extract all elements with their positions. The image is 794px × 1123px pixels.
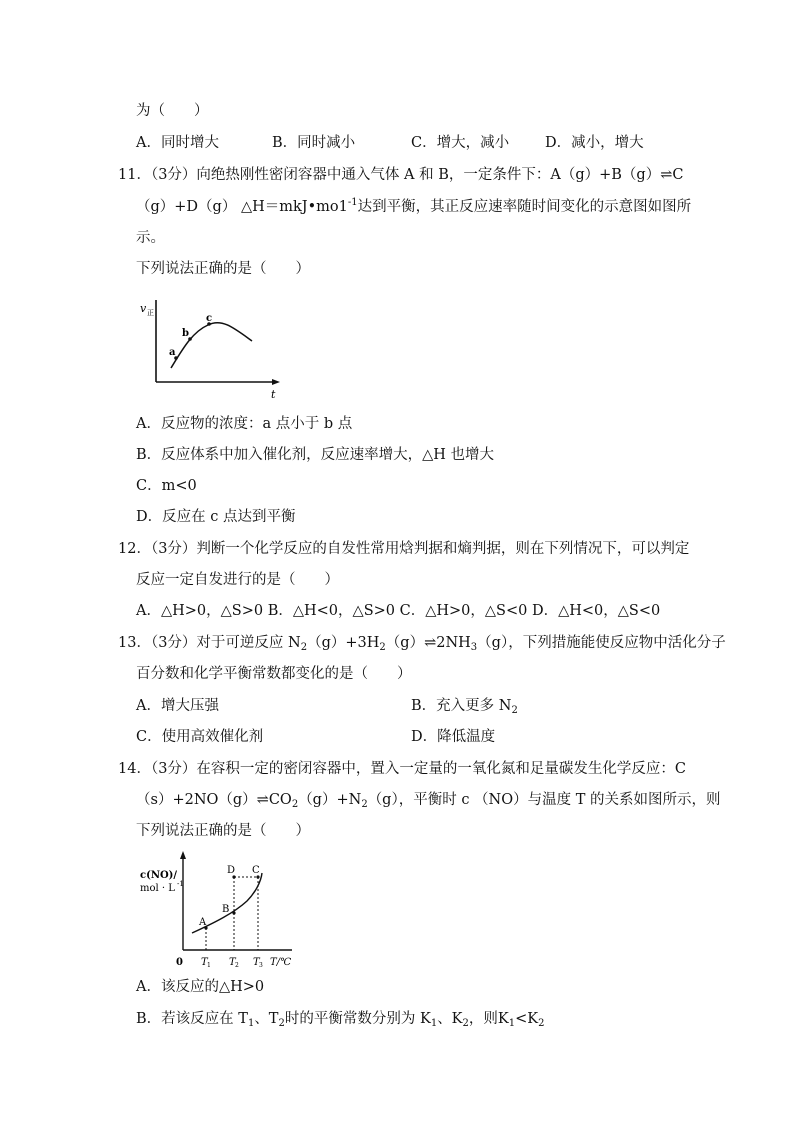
q10-option-b: B．同时减小: [272, 135, 356, 151]
q10-option-a: A．同时增大: [136, 135, 219, 151]
q14-stem-line2: [136, 791, 721, 809]
q14-figure: [134, 845, 309, 970]
q11-option-c: C．m<0: [136, 478, 197, 494]
q14-tick-t2-sub: 2: [235, 962, 239, 969]
q14-sub-co2: 2: [291, 799, 299, 810]
q14-label-d: D: [227, 865, 236, 876]
q11-x-label: t: [271, 388, 276, 401]
q14-y-label-2: mol · L: [140, 883, 175, 894]
q14-y-label-1: c(NO)/: [140, 870, 178, 881]
q11-label-c: c: [206, 313, 213, 324]
q13-option-c: C．使用高效催化剂: [136, 729, 264, 745]
q14-line2-a: （s）+2NO（g）⇌CO: [136, 792, 292, 808]
q14-line2-c: （g），平衡时 c （NO）与温度 T 的关系如图所示，则: [367, 792, 721, 808]
q14-optb-sub1: 1: [247, 1018, 255, 1029]
q11-label-b: b: [182, 328, 189, 339]
q14-optb-sub3: 1: [430, 1018, 438, 1029]
q11-option-b: B．反应体系中加入催化剂，反应速率增大，△H 也增大: [136, 447, 495, 463]
q14-optb-sub6: 2: [538, 1018, 545, 1029]
q14-origin: 0: [176, 957, 183, 968]
q11-y-label: v: [140, 302, 147, 315]
q11-option-d: D．反应在 c 点达到平衡: [136, 509, 296, 525]
q14-stem-line1: 14．（3分）在容积一定的密闭容器中，置入一定量的一氧化氮和足量碳发生化学反应：C: [118, 761, 687, 777]
q14-stem-line3: 下列说法正确的是（ ）: [136, 823, 310, 839]
q12-stem-line2: 反应一定自发进行的是（ ）: [136, 572, 339, 588]
q14-tick-t1-sub: 1: [207, 962, 211, 969]
q14-optb-b: 、T: [254, 1011, 279, 1027]
q10-option-c: C．增大，减小: [411, 135, 510, 151]
q11-unit-sup: -1: [347, 197, 358, 208]
q14-optb-c: 时的平衡常数分别为 K: [284, 1011, 431, 1027]
q14-optb-d: 、K: [437, 1011, 463, 1027]
q14-line2-b: （g）+N: [298, 792, 362, 808]
q13-stem-line1: [118, 634, 726, 652]
q14-tick-t2: T: [229, 957, 236, 968]
q13-line1-c: （g）⇌2NH: [385, 635, 471, 651]
q11-stem-line2-a: （g）+D（g） △H＝mkJ•mo1: [136, 199, 348, 215]
q11-question: 下列说法正确的是（ ）: [136, 261, 310, 277]
q13-sub-nh3: 3: [470, 642, 478, 653]
q11-figure: [134, 292, 294, 402]
q14-optb-e: ，则K: [468, 1011, 509, 1027]
q13-option-b: [411, 697, 518, 715]
q13-sub-n2: 2: [300, 642, 308, 653]
q14-optb-sub5: 1: [508, 1018, 516, 1029]
q11-stem-line2-b: 达到平衡，其正反应速率随时间变化的示意图如图所: [357, 199, 692, 215]
q11-x-arrow: [272, 379, 280, 385]
q14-y-label-sup: -1: [177, 880, 184, 888]
q14-optb-sub2: 2: [278, 1018, 285, 1029]
q14-option-b: [136, 1010, 544, 1028]
q11-stem-line2: [136, 198, 691, 216]
q14-label-b: B: [222, 904, 230, 915]
q12-options: A．△H>0，△S>0 B．△H<0，△S>0 C．△H>0，△S<0 D．△H<0，△S<0: [136, 603, 661, 619]
q12-stem-line1: 12．（3分）判断一个化学反应的自发性常用焓判据和熵判据，则在下列情况下，可以判定: [118, 541, 690, 557]
q14-point-b: [232, 911, 235, 914]
q11-option-a: A．反应物的浓度：a 点小于 b 点: [136, 416, 353, 432]
q14-optb-f: <K: [515, 1011, 539, 1027]
q14-y-arrow: [180, 851, 186, 859]
q10-stem-end: 为（ ）: [136, 103, 209, 119]
q13-option-b-text: B．充入更多 N: [411, 698, 512, 714]
q14-option-a: A．该反应的△H>0: [136, 979, 265, 995]
q14-tick-t3-sub: 3: [259, 962, 263, 969]
q13-line1-d: （g），下列措施能使反应物中活化分子: [477, 635, 726, 651]
q13-option-a: A．增大压强: [136, 698, 219, 714]
q13-option-d: D．降低温度: [411, 729, 496, 745]
q14-tick-t1: T: [201, 957, 208, 968]
q13-line1-b: （g）+3H: [307, 635, 380, 651]
q13-sub-h2: 2: [379, 642, 386, 653]
q11-stem-line3: 示。: [136, 230, 165, 246]
q10-option-d: D．减小，增大: [545, 135, 644, 151]
q11-stem-line1: 11．（3分）向绝热刚性密闭容器中通入气体 A 和 B，一定条件下：A（g）+B（g）⇌C: [118, 167, 684, 183]
q13-stem-line2: 百分数和化学平衡常数都变化的是（ ）: [136, 666, 412, 682]
q14-optb-sub4: 2: [462, 1018, 469, 1029]
q14-x-label: T/℃: [270, 957, 292, 968]
q11-y-label-sub: 正: [147, 309, 154, 317]
q14-label-c: C: [252, 865, 260, 876]
q13-option-b-sub: 2: [511, 705, 518, 716]
q13-line1-a: 13．（3分）对于可逆反应 N: [118, 635, 301, 651]
q14-tick-t3: T: [253, 957, 260, 968]
q11-label-a: a: [169, 347, 176, 358]
q14-optb-a: B．若该反应在 T: [136, 1011, 248, 1027]
q14-label-a: A: [199, 917, 207, 928]
q14-sub-n2: 2: [361, 799, 368, 810]
